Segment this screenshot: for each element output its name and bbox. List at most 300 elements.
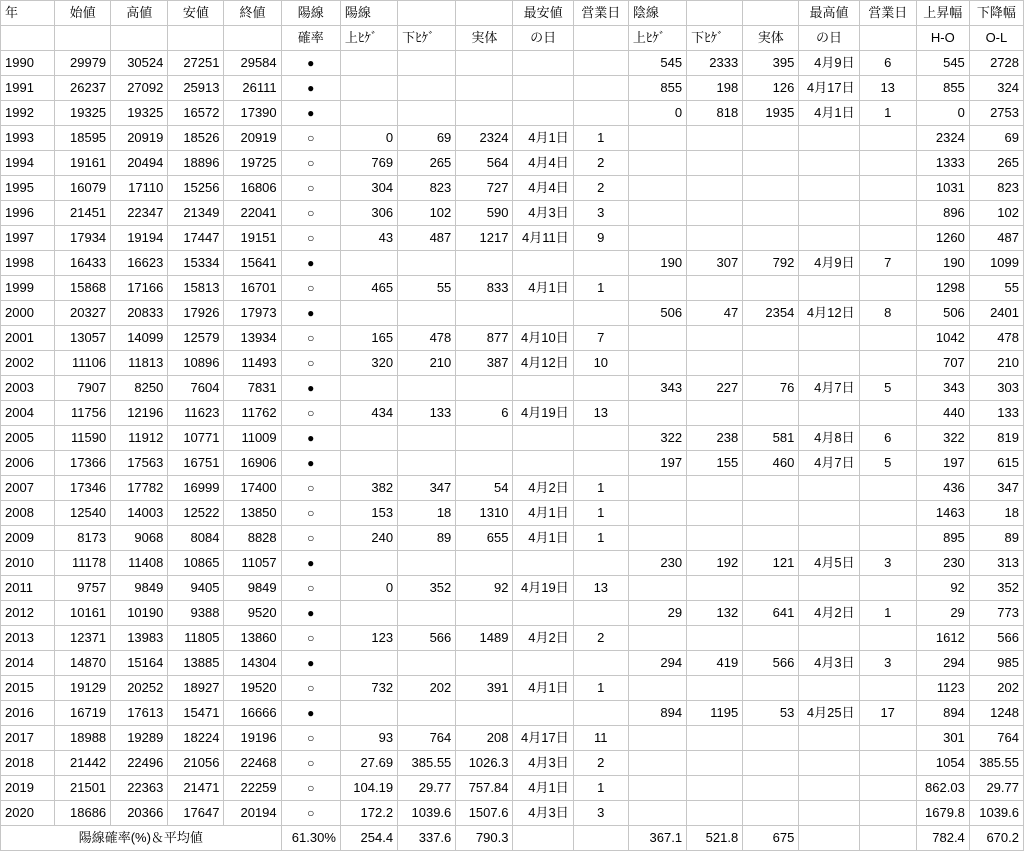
table-cell[interactable]: 985 [969, 651, 1023, 676]
table-cell[interactable]: 819 [969, 426, 1023, 451]
table-cell[interactable]: 4月1日 [799, 101, 859, 126]
table-cell[interactable]: 11408 [111, 551, 168, 576]
table-cell[interactable]: 4月4日 [513, 151, 573, 176]
table-cell[interactable]: 16666 [224, 701, 281, 726]
table-cell[interactable]: 2010 [1, 551, 55, 576]
table-cell[interactable]: 19289 [111, 726, 168, 751]
table-cell[interactable]: 陽線 [340, 1, 397, 26]
table-cell[interactable] [799, 151, 859, 176]
table-cell[interactable] [859, 151, 916, 176]
table-cell[interactable]: 16433 [55, 251, 111, 276]
table-cell[interactable]: 2011 [1, 576, 55, 601]
table-cell[interactable]: 実体 [456, 26, 513, 51]
table-cell[interactable]: 年 [1, 1, 55, 26]
table-cell[interactable]: 1 [859, 601, 916, 626]
table-cell[interactable]: 324 [969, 76, 1023, 101]
table-cell[interactable]: 終値 [224, 1, 281, 26]
table-cell[interactable]: 294 [628, 651, 686, 676]
table-cell[interactable] [628, 776, 686, 801]
table-cell[interactable] [799, 351, 859, 376]
table-cell[interactable] [743, 676, 799, 701]
table-cell[interactable] [573, 251, 628, 276]
table-cell[interactable]: 133 [398, 401, 456, 426]
table-cell[interactable]: 478 [969, 326, 1023, 351]
table-cell[interactable]: 7 [859, 251, 916, 276]
table-cell[interactable]: 2001 [1, 326, 55, 351]
table-cell[interactable] [743, 176, 799, 201]
table-cell[interactable]: 877 [456, 326, 513, 351]
table-cell[interactable]: 1994 [1, 151, 55, 176]
table-cell[interactable]: 230 [628, 551, 686, 576]
table-cell[interactable]: 16623 [111, 251, 168, 276]
table-cell[interactable] [513, 451, 573, 476]
table-cell[interactable] [628, 401, 686, 426]
table-cell[interactable]: 4月9日 [799, 51, 859, 76]
table-cell[interactable]: ○ [281, 501, 340, 526]
table-cell[interactable]: 1026.3 [456, 751, 513, 776]
table-cell[interactable] [398, 601, 456, 626]
table-cell[interactable] [687, 326, 743, 351]
table-cell[interactable]: 11912 [111, 426, 168, 451]
table-cell[interactable] [743, 626, 799, 651]
table-cell[interactable]: 1099 [969, 251, 1023, 276]
table-cell[interactable]: 4月19日 [513, 401, 573, 426]
table-cell[interactable]: 8250 [111, 376, 168, 401]
table-cell[interactable]: 始値 [55, 1, 111, 26]
table-cell[interactable] [573, 301, 628, 326]
table-cell[interactable] [799, 326, 859, 351]
table-cell[interactable]: ● [281, 376, 340, 401]
table-cell[interactable]: 11805 [168, 626, 224, 651]
table-cell[interactable]: 下ﾋｹﾞ [687, 26, 743, 51]
table-cell[interactable] [687, 176, 743, 201]
footer-cell[interactable]: 254.4 [340, 826, 397, 851]
table-cell[interactable]: 1990 [1, 51, 55, 76]
table-cell[interactable] [687, 1, 743, 26]
table-cell[interactable]: 93 [340, 726, 397, 751]
table-cell[interactable]: 2 [573, 751, 628, 776]
table-cell[interactable] [687, 526, 743, 551]
table-cell[interactable]: 4月1日 [513, 776, 573, 801]
table-cell[interactable]: 18595 [55, 126, 111, 151]
table-cell[interactable]: 16751 [168, 451, 224, 476]
table-cell[interactable]: 2324 [456, 126, 513, 151]
table-cell[interactable] [398, 451, 456, 476]
table-cell[interactable]: 2016 [1, 701, 55, 726]
table-cell[interactable]: 4月9日 [799, 251, 859, 276]
table-cell[interactable] [799, 126, 859, 151]
table-cell[interactable]: 4月7日 [799, 451, 859, 476]
table-cell[interactable]: 13 [573, 401, 628, 426]
table-cell[interactable] [628, 576, 686, 601]
table-cell[interactable]: 10865 [168, 551, 224, 576]
table-cell[interactable]: 営業日 [573, 1, 628, 26]
table-cell[interactable] [513, 251, 573, 276]
table-cell[interactable] [628, 276, 686, 301]
table-cell[interactable]: 14304 [224, 651, 281, 676]
table-cell[interactable]: 126 [743, 76, 799, 101]
table-cell[interactable]: 55 [398, 276, 456, 301]
table-cell[interactable]: 2324 [916, 126, 969, 151]
table-cell[interactable]: 208 [456, 726, 513, 751]
table-cell[interactable]: 11590 [55, 426, 111, 451]
table-cell[interactable]: 0 [340, 126, 397, 151]
table-cell[interactable]: 440 [916, 401, 969, 426]
table-cell[interactable]: 2333 [687, 51, 743, 76]
table-cell[interactable]: 382 [340, 476, 397, 501]
table-cell[interactable]: 9849 [111, 576, 168, 601]
table-cell[interactable]: 11178 [55, 551, 111, 576]
table-cell[interactable]: 20327 [55, 301, 111, 326]
table-cell[interactable]: 20833 [111, 301, 168, 326]
table-cell[interactable]: 265 [969, 151, 1023, 176]
table-cell[interactable]: 833 [456, 276, 513, 301]
table-cell[interactable]: 27092 [111, 76, 168, 101]
table-cell[interactable]: 11813 [111, 351, 168, 376]
footer-cell[interactable]: 790.3 [456, 826, 513, 851]
table-cell[interactable] [859, 476, 916, 501]
table-cell[interactable]: 894 [916, 701, 969, 726]
table-cell[interactable]: 862.03 [916, 776, 969, 801]
table-cell[interactable]: 192 [687, 551, 743, 576]
table-cell[interactable]: 89 [398, 526, 456, 551]
table-cell[interactable] [340, 301, 397, 326]
table-cell[interactable]: 655 [456, 526, 513, 551]
table-cell[interactable] [573, 51, 628, 76]
table-cell[interactable]: 4月3日 [799, 651, 859, 676]
table-cell[interactable]: 8084 [168, 526, 224, 551]
table-cell[interactable]: 55 [969, 276, 1023, 301]
table-cell[interactable] [859, 201, 916, 226]
table-cell[interactable]: 17926 [168, 301, 224, 326]
table-cell[interactable] [743, 276, 799, 301]
table-cell[interactable]: 2009 [1, 526, 55, 551]
table-cell[interactable]: ○ [281, 626, 340, 651]
table-cell[interactable] [573, 601, 628, 626]
table-cell[interactable]: 29.77 [969, 776, 1023, 801]
table-cell[interactable]: 198 [687, 76, 743, 101]
table-cell[interactable] [340, 51, 397, 76]
table-cell[interactable]: 343 [916, 376, 969, 401]
table-cell[interactable]: 10771 [168, 426, 224, 451]
table-cell[interactable]: 769 [340, 151, 397, 176]
table-cell[interactable]: 9 [573, 226, 628, 251]
table-cell[interactable]: 9405 [168, 576, 224, 601]
table-cell[interactable] [687, 276, 743, 301]
table-cell[interactable]: 11057 [224, 551, 281, 576]
table-cell[interactable] [456, 601, 513, 626]
table-cell[interactable] [628, 801, 686, 826]
table-cell[interactable]: 823 [969, 176, 1023, 201]
table-cell[interactable]: 1 [573, 526, 628, 551]
table-cell[interactable]: 29 [916, 601, 969, 626]
table-cell[interactable]: 20494 [111, 151, 168, 176]
table-cell[interactable]: 上ﾋｹﾞ [628, 26, 686, 51]
table-cell[interactable]: 230 [916, 551, 969, 576]
table-cell[interactable]: 1123 [916, 676, 969, 701]
table-cell[interactable]: ○ [281, 151, 340, 176]
table-cell[interactable]: 2013 [1, 626, 55, 651]
footer-cell[interactable] [859, 826, 916, 851]
table-cell[interactable]: ● [281, 101, 340, 126]
table-cell[interactable] [628, 126, 686, 151]
footer-cell[interactable] [513, 826, 573, 851]
table-cell[interactable]: 641 [743, 601, 799, 626]
table-cell[interactable] [573, 451, 628, 476]
table-cell[interactable]: 確率 [281, 26, 340, 51]
table-cell[interactable]: 9520 [224, 601, 281, 626]
table-cell[interactable]: 487 [398, 226, 456, 251]
table-cell[interactable]: 89 [969, 526, 1023, 551]
table-cell[interactable]: 1 [573, 676, 628, 701]
table-cell[interactable]: 190 [916, 251, 969, 276]
table-cell[interactable]: 4月7日 [799, 376, 859, 401]
table-cell[interactable]: 16906 [224, 451, 281, 476]
table-cell[interactable] [513, 701, 573, 726]
table-cell[interactable]: 13934 [224, 326, 281, 351]
table-cell[interactable]: 545 [628, 51, 686, 76]
table-cell[interactable] [799, 626, 859, 651]
table-cell[interactable]: 434 [340, 401, 397, 426]
table-cell[interactable]: 165 [340, 326, 397, 351]
table-cell[interactable] [859, 726, 916, 751]
table-cell[interactable]: 3 [859, 651, 916, 676]
table-cell[interactable]: 4月17日 [513, 726, 573, 751]
table-cell[interactable]: 実体 [743, 26, 799, 51]
table-cell[interactable]: 9068 [111, 526, 168, 551]
table-cell[interactable]: 1935 [743, 101, 799, 126]
table-cell[interactable]: 478 [398, 326, 456, 351]
table-cell[interactable]: 13 [573, 576, 628, 601]
table-cell[interactable]: 2753 [969, 101, 1023, 126]
table-cell[interactable]: 4月4日 [513, 176, 573, 201]
table-cell[interactable] [168, 26, 224, 51]
table-cell[interactable]: 18 [969, 501, 1023, 526]
table-cell[interactable] [687, 726, 743, 751]
table-cell[interactable]: 4月1日 [513, 676, 573, 701]
table-cell[interactable]: 7604 [168, 376, 224, 401]
table-cell[interactable] [743, 326, 799, 351]
table-cell[interactable]: ○ [281, 226, 340, 251]
table-cell[interactable]: 11756 [55, 401, 111, 426]
table-cell[interactable]: ○ [281, 201, 340, 226]
table-cell[interactable]: 17934 [55, 226, 111, 251]
table-cell[interactable]: 707 [916, 351, 969, 376]
table-cell[interactable] [456, 426, 513, 451]
table-cell[interactable]: 19325 [111, 101, 168, 126]
table-cell[interactable] [456, 76, 513, 101]
table-cell[interactable] [743, 226, 799, 251]
table-cell[interactable]: 227 [687, 376, 743, 401]
table-cell[interactable]: 19325 [55, 101, 111, 126]
table-cell[interactable]: 20194 [224, 801, 281, 826]
table-cell[interactable]: 1 [859, 101, 916, 126]
table-cell[interactable]: 17166 [111, 276, 168, 301]
table-cell[interactable]: 12540 [55, 501, 111, 526]
table-cell[interactable]: 320 [340, 351, 397, 376]
table-cell[interactable]: 下降幅 [969, 1, 1023, 26]
table-cell[interactable]: 385.55 [969, 751, 1023, 776]
table-cell[interactable] [398, 426, 456, 451]
table-cell[interactable]: 陰線 [628, 1, 686, 26]
table-cell[interactable] [743, 476, 799, 501]
table-cell[interactable]: 6 [859, 426, 916, 451]
table-cell[interactable]: 210 [398, 351, 456, 376]
table-cell[interactable]: 2 [573, 151, 628, 176]
table-cell[interactable] [513, 601, 573, 626]
table-cell[interactable]: ● [281, 651, 340, 676]
table-cell[interactable]: 16079 [55, 176, 111, 201]
table-cell[interactable]: 202 [398, 676, 456, 701]
table-cell[interactable] [1, 26, 55, 51]
table-cell[interactable]: 27251 [168, 51, 224, 76]
table-cell[interactable] [513, 651, 573, 676]
table-cell[interactable]: ● [281, 76, 340, 101]
table-cell[interactable] [398, 301, 456, 326]
table-cell[interactable]: 4月1日 [513, 126, 573, 151]
table-cell[interactable]: 7 [573, 326, 628, 351]
table-cell[interactable]: 13885 [168, 651, 224, 676]
footer-cell[interactable] [799, 826, 859, 851]
table-cell[interactable] [687, 626, 743, 651]
table-cell[interactable] [628, 201, 686, 226]
table-cell[interactable]: 3 [573, 801, 628, 826]
table-cell[interactable]: 419 [687, 651, 743, 676]
table-cell[interactable] [687, 776, 743, 801]
table-cell[interactable]: 14099 [111, 326, 168, 351]
footer-cell[interactable]: 670.2 [969, 826, 1023, 851]
table-cell[interactable]: の日 [799, 26, 859, 51]
table-cell[interactable]: 823 [398, 176, 456, 201]
table-cell[interactable]: 1 [573, 476, 628, 501]
table-cell[interactable]: 4月12日 [799, 301, 859, 326]
table-cell[interactable]: 19129 [55, 676, 111, 701]
table-cell[interactable]: 17973 [224, 301, 281, 326]
table-cell[interactable]: 54 [456, 476, 513, 501]
table-cell[interactable]: 19725 [224, 151, 281, 176]
table-cell[interactable]: 4月5日 [799, 551, 859, 576]
table-cell[interactable] [513, 76, 573, 101]
table-cell[interactable]: 22259 [224, 776, 281, 801]
table-cell[interactable]: 17366 [55, 451, 111, 476]
table-cell[interactable]: 21501 [55, 776, 111, 801]
table-cell[interactable]: 21442 [55, 751, 111, 776]
table-cell[interactable]: 14870 [55, 651, 111, 676]
table-cell[interactable] [513, 101, 573, 126]
table-cell[interactable] [111, 26, 168, 51]
table-cell[interactable]: 14003 [111, 501, 168, 526]
table-cell[interactable] [743, 151, 799, 176]
table-cell[interactable]: 18988 [55, 726, 111, 751]
table-cell[interactable]: ○ [281, 776, 340, 801]
table-cell[interactable]: 0 [628, 101, 686, 126]
table-cell[interactable]: 21349 [168, 201, 224, 226]
table-cell[interactable]: 1463 [916, 501, 969, 526]
table-cell[interactable]: 1260 [916, 226, 969, 251]
table-cell[interactable]: 133 [969, 401, 1023, 426]
table-cell[interactable]: 757.84 [456, 776, 513, 801]
table-cell[interactable] [859, 776, 916, 801]
table-cell[interactable]: 20919 [111, 126, 168, 151]
table-cell[interactable]: 13860 [224, 626, 281, 651]
table-cell[interactable]: 1039.6 [398, 801, 456, 826]
table-cell[interactable]: 197 [628, 451, 686, 476]
footer-cell[interactable]: 367.1 [628, 826, 686, 851]
table-cell[interactable]: 11009 [224, 426, 281, 451]
table-cell[interactable]: 17110 [111, 176, 168, 201]
table-cell[interactable]: 545 [916, 51, 969, 76]
table-cell[interactable]: 265 [398, 151, 456, 176]
table-cell[interactable]: 3 [573, 201, 628, 226]
table-cell[interactable]: 29584 [224, 51, 281, 76]
table-cell[interactable]: 2018 [1, 751, 55, 776]
table-cell[interactable] [456, 376, 513, 401]
table-cell[interactable]: 18526 [168, 126, 224, 151]
table-cell[interactable]: 307 [687, 251, 743, 276]
table-cell[interactable]: 11493 [224, 351, 281, 376]
table-cell[interactable]: 132 [687, 601, 743, 626]
footer-cell[interactable]: 521.8 [687, 826, 743, 851]
table-cell[interactable]: 0 [916, 101, 969, 126]
table-cell[interactable]: 2014 [1, 651, 55, 676]
table-cell[interactable]: 21056 [168, 751, 224, 776]
table-cell[interactable]: 8828 [224, 526, 281, 551]
table-cell[interactable] [687, 226, 743, 251]
table-cell[interactable]: 8173 [55, 526, 111, 551]
table-cell[interactable] [628, 676, 686, 701]
table-cell[interactable]: 陽線 [281, 1, 340, 26]
table-cell[interactable] [859, 751, 916, 776]
table-cell[interactable]: 566 [969, 626, 1023, 651]
table-cell[interactable]: 8 [859, 301, 916, 326]
table-cell[interactable]: 7831 [224, 376, 281, 401]
table-cell[interactable]: ● [281, 51, 340, 76]
table-cell[interactable]: 4月2日 [513, 626, 573, 651]
table-cell[interactable] [398, 376, 456, 401]
table-cell[interactable]: 894 [628, 701, 686, 726]
table-cell[interactable]: 1248 [969, 701, 1023, 726]
table-cell[interactable]: 26111 [224, 76, 281, 101]
table-cell[interactable]: 2006 [1, 451, 55, 476]
table-cell[interactable] [859, 326, 916, 351]
table-cell[interactable]: 25913 [168, 76, 224, 101]
table-cell[interactable]: 352 [969, 576, 1023, 601]
table-cell[interactable]: 4月1日 [513, 526, 573, 551]
table-cell[interactable]: 506 [916, 301, 969, 326]
table-cell[interactable]: 10161 [55, 601, 111, 626]
table-cell[interactable]: 391 [456, 676, 513, 701]
table-cell[interactable]: 322 [916, 426, 969, 451]
footer-cell[interactable]: 675 [743, 826, 799, 851]
table-cell[interactable] [743, 801, 799, 826]
table-cell[interactable] [340, 101, 397, 126]
table-cell[interactable]: 460 [743, 451, 799, 476]
table-cell[interactable]: 1 [573, 776, 628, 801]
table-cell[interactable] [799, 176, 859, 201]
table-cell[interactable] [743, 201, 799, 226]
table-cell[interactable]: ○ [281, 351, 340, 376]
table-cell[interactable]: 営業日 [859, 1, 916, 26]
footer-cell[interactable]: 782.4 [916, 826, 969, 851]
table-cell[interactable]: 2012 [1, 601, 55, 626]
table-cell[interactable]: 1999 [1, 276, 55, 301]
table-cell[interactable] [398, 701, 456, 726]
table-cell[interactable]: 792 [743, 251, 799, 276]
table-cell[interactable]: 9388 [168, 601, 224, 626]
footer-label[interactable]: 陽線確率(%)＆平均値 [1, 826, 282, 851]
table-cell[interactable] [743, 576, 799, 601]
table-cell[interactable] [859, 501, 916, 526]
